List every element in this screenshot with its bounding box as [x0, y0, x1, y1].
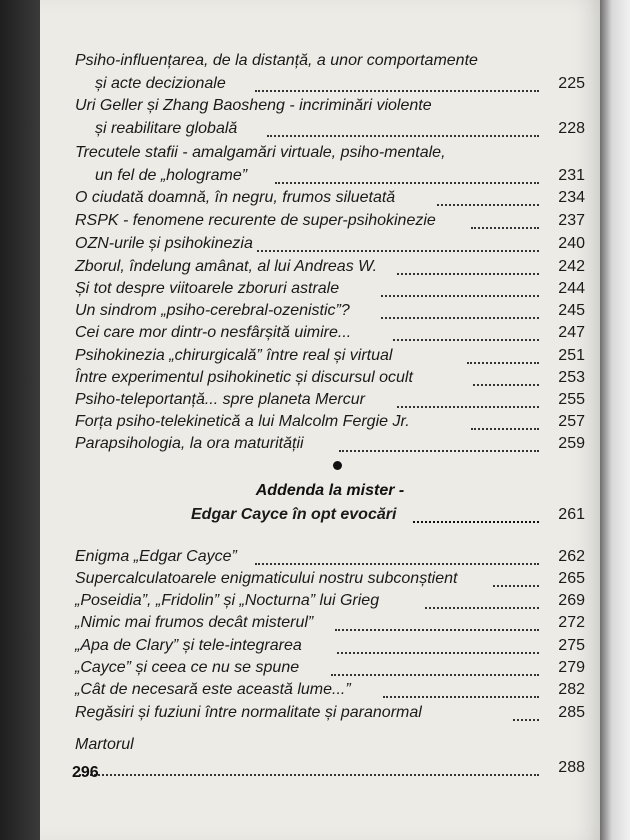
toc-page-number: 261: [558, 506, 585, 523]
section-heading-line2: Edgar Cayce în opt evocări: [191, 506, 397, 523]
toc-entry-title: și reabilitare globală: [95, 120, 238, 137]
leader-dots: [381, 295, 539, 297]
toc-entry: [75, 347, 585, 369]
toc-entry-title: Regăsiri și fuziuni între normalitate și paranormal: [75, 704, 422, 721]
toc-entry: [75, 391, 585, 413]
toc-entry: [75, 681, 585, 703]
toc-page-number: 269: [558, 592, 585, 609]
toc-entry: [75, 212, 585, 234]
toc-page-number: 262: [558, 548, 585, 565]
leader-dots: [335, 629, 539, 631]
toc-entry: [75, 144, 585, 190]
leader-dots: [267, 135, 539, 137]
leader-dots: [255, 563, 539, 565]
toc-page-number: 247: [558, 324, 585, 341]
toc-entry-title: „Apa de Clary” și tele-integrarea: [75, 637, 302, 654]
leader-dots: [255, 90, 539, 92]
toc-page-number: 240: [558, 235, 585, 252]
toc-page-number: 253: [558, 369, 585, 386]
leader-dots: [339, 450, 539, 452]
toc-entry: [75, 592, 585, 614]
leader-dots: [257, 250, 539, 252]
toc-entry-title: și acte decizionale: [95, 75, 226, 92]
leader-dots: [413, 521, 539, 523]
toc-page-number: 282: [558, 681, 585, 698]
toc-page-number: 288: [558, 759, 585, 776]
toc-entry-title: Martorul: [75, 736, 134, 753]
toc-page-number: 272: [558, 614, 585, 631]
toc-page-number: 231: [558, 167, 585, 184]
toc-entry-title: Cei care mor dintr-o nesfârșită uimire...: [75, 324, 352, 341]
leader-dots: [437, 204, 539, 206]
toc-entry-title: „Nimic mai frumos decât misterul”: [75, 614, 314, 631]
toc-entry: [75, 302, 585, 324]
leader-dots: [331, 674, 539, 676]
toc-entry: [75, 614, 585, 636]
toc-entry-title: Psihokinezia „chirurgicală” între real și virtual: [75, 347, 393, 364]
leader-dots: [425, 607, 539, 609]
toc-page-number: 242: [558, 258, 585, 275]
toc-entry-title: „Poseidia”, „Fridolin” și „Nocturna” lui Grieg: [75, 592, 380, 609]
toc-entry-title: RSPK - fenomene recurente de super-psihokinezie: [75, 212, 436, 229]
leader-dots: [473, 384, 539, 386]
toc-entry-title: Între experimentul psihokinetic și discursul ocult: [75, 369, 413, 386]
leader-dots: [275, 182, 539, 184]
book-page: [40, 0, 600, 840]
toc-page-number: 275: [558, 637, 585, 654]
toc-page-number: 244: [558, 280, 585, 297]
leader-dots: [337, 652, 539, 654]
section-heading-entry: [75, 506, 585, 528]
toc-page-number: 228: [558, 120, 585, 137]
toc-page-number: 237: [558, 212, 585, 229]
toc-entry: [75, 435, 585, 457]
toc-entry: [75, 413, 585, 435]
toc-entry-title: Parapsihologia, la ora maturității: [75, 435, 304, 452]
toc-entry-title: Psiho-teleportanță... spre planeta Mercur: [75, 391, 365, 408]
toc-entry: [75, 258, 585, 280]
leader-dots: [471, 428, 539, 430]
toc-entry: [75, 570, 585, 592]
leader-dots: [397, 406, 539, 408]
section-bullet: [333, 461, 342, 470]
toc-page-number: 285: [558, 704, 585, 721]
leader-dots: [493, 585, 539, 587]
toc-entry-title: Enigma „Edgar Cayce”: [75, 548, 237, 565]
toc-entry: [75, 189, 585, 211]
leader-dots: [471, 227, 539, 229]
toc-page-number: 259: [558, 435, 585, 452]
leader-dots: [381, 317, 539, 319]
book-spine-shadow: [0, 0, 40, 840]
toc-entry-title: „Cayce” și ceea ce nu se spune: [75, 659, 300, 676]
toc-page-number: 251: [558, 347, 585, 364]
toc-page-number: 257: [558, 413, 585, 430]
toc-entry-title: „Cât de necesară este această lume...”: [75, 681, 351, 698]
toc-entry: [75, 548, 585, 570]
toc-page-number: 234: [558, 189, 585, 206]
toc-page-number: 279: [558, 659, 585, 676]
leader-dots: [79, 774, 539, 776]
toc-entry-title: Și tot despre viitoarele zboruri astrale: [75, 280, 340, 297]
toc-entry-title: Forța psiho-telekinetică a lui Malcolm Fergie Jr.: [75, 413, 410, 430]
leader-dots: [397, 273, 539, 275]
leader-dots: [393, 339, 539, 341]
toc-entry: [75, 659, 585, 681]
toc-entry: [75, 369, 585, 391]
toc-entry: [75, 280, 585, 302]
toc-page-number: 255: [558, 391, 585, 408]
page-edge: [600, 0, 630, 840]
toc-page-number: 265: [558, 570, 585, 587]
leader-dots: [467, 362, 539, 364]
toc-entry: [75, 235, 585, 257]
toc-entry-title: Un sindrom „psiho-cerebral-ozenistic”?: [75, 302, 350, 319]
toc-entry: [75, 637, 585, 659]
toc-entry-title: O ciudată doamnă, în negru, frumos siluetată: [75, 189, 396, 206]
toc-entry: [75, 97, 585, 143]
toc-entry-title: Trecutele stafii - amalgamări virtuale, psiho-mentale,: [75, 144, 446, 161]
toc-entry-title: un fel de „holograme”: [95, 167, 248, 184]
section-heading-line1: Addenda la mister -: [255, 482, 405, 499]
toc-entry: [75, 324, 585, 346]
toc-entry: [75, 704, 585, 726]
toc-entry-title: Zborul, îndelung amânat, al lui Andreas W.: [75, 258, 378, 275]
toc-entry-title: Uri Geller și Zhang Baosheng - incriminări violente: [75, 97, 432, 114]
leader-dots: [383, 696, 539, 698]
toc-page-number: 245: [558, 302, 585, 319]
toc-entry: [75, 52, 585, 98]
toc-entry-title: Psiho-influențarea, de la distanță, a unor comportamente: [75, 52, 478, 69]
toc-entry-title: Supercalculatoarele enigmaticului nostru subconștient: [75, 570, 458, 587]
page-folio-number: 296: [72, 764, 99, 781]
toc-page-number: 225: [558, 75, 585, 92]
toc-entry: [75, 736, 585, 782]
leader-dots: [513, 719, 539, 721]
toc-entry-title: OZN-urile și psihokinezia: [75, 235, 253, 252]
